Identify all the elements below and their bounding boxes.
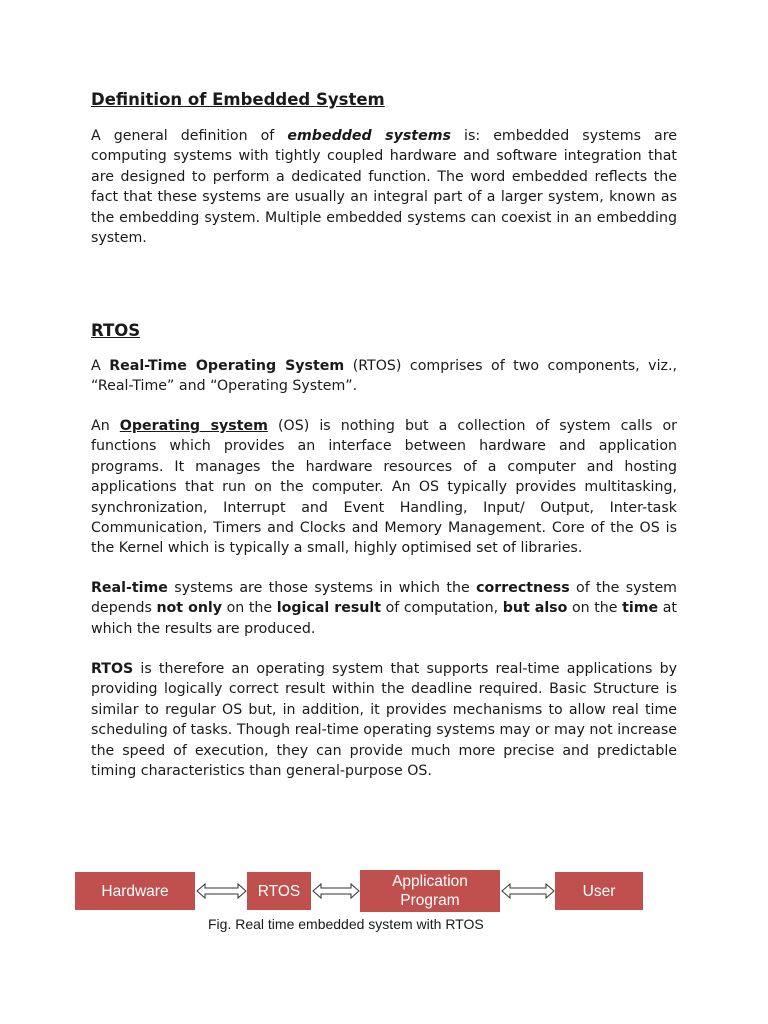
double-arrow-icon (502, 884, 554, 898)
double-arrow-icon (313, 884, 359, 898)
box-hardware: Hardware (75, 872, 195, 910)
paragraph-rtos-summary: RTOS is therefore an operating system that supports real-time applications by providing logically correct result within the deadline required. Basic Structure is similar to regular OS but, in addition, it provides mechanisms to allow real time scheduling of tasks. Though real-time operating systems may or may not increase the speed of execution, they can provide much more precise and predictable timing characteristics than general-purpose OS. (91, 661, 677, 780)
paragraph-rtos-intro: A Real-Time Operating System (RTOS) comprises of two components, viz., “Real-Time” and “Operating System”. (91, 358, 677, 395)
heading-embedded-system: Definition of Embedded System (91, 90, 385, 109)
box-application-program: Application Program (360, 870, 500, 912)
figure-caption: Fig. Real time embedded system with RTOS (208, 916, 484, 932)
box-rtos: RTOS (247, 872, 311, 910)
heading-rtos: RTOS (91, 321, 141, 340)
emphasis-embedded-systems: embedded systems (287, 128, 451, 144)
paragraph-operating-system: An Operating system (OS) is nothing but a collection of system calls or functions which provides an interface between hardware and application programs. It manages the hardware resources of a computer and hosting applications that run on the computer. An OS typically provides multitasking, synchronization, Interrupt and Event Handling, Input/ Output, Inter-task Communication, Timers and Clocks and Memory Management. Core of the OS is the Kernel which is typically a small, highly optimised set of libraries. (91, 418, 677, 557)
double-arrow-icon (197, 884, 246, 898)
term-rtos: Real-Time Operating System (109, 358, 345, 374)
paragraph-embedded-definition: A general definition of embedded systems is: embedded systems are computing systems with tightly coupled hardware and software integration that are designed to perform a dedicated function. The word embedded reflects the fact that these systems are usually an integral part of a larger system, known as the embedding system. Multiple embedded systems can coexist in an embedding system. (91, 128, 678, 247)
box-user: User (555, 872, 643, 910)
term-operating-system: Operating system (119, 418, 268, 434)
paragraph-real-time: Real-time systems are those systems in which the correctness of the system depends not only on the logical result of computation, but also on the time at which the results are produced. (91, 580, 678, 637)
